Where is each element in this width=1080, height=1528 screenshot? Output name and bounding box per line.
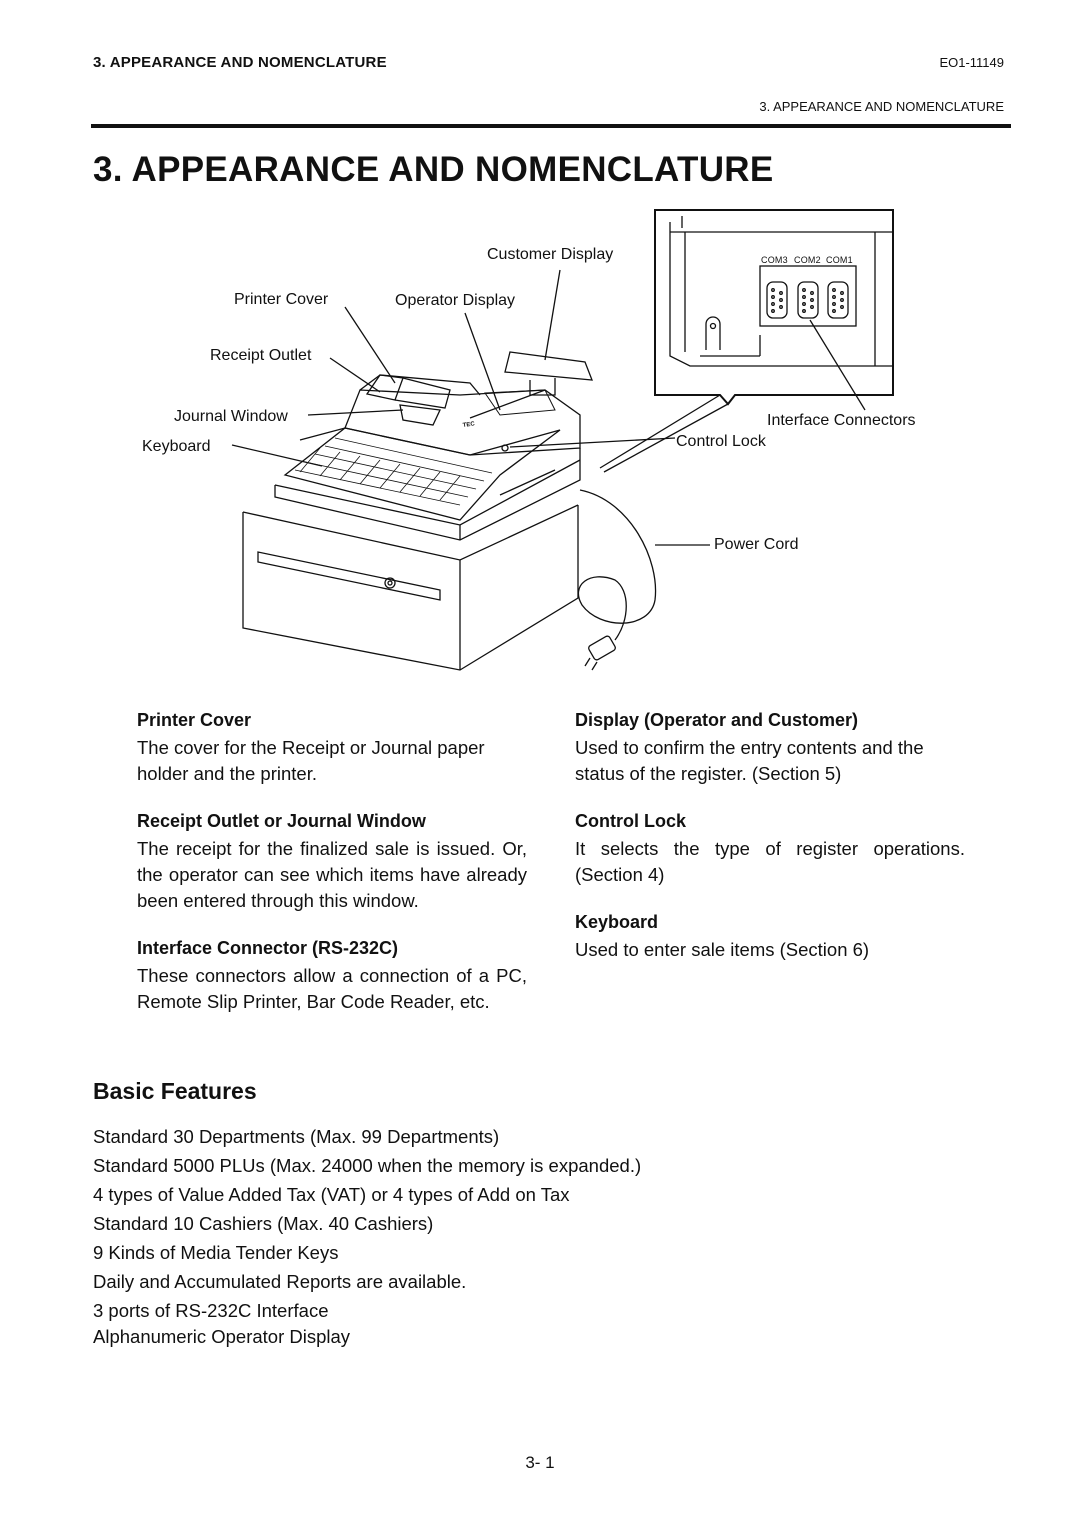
desc-text: Used to enter sale items (Section 6) <box>575 939 870 960</box>
label-customer-display: Customer Display <box>487 246 614 263</box>
desc-text: The receipt for the finalized sale is issued. Or, the operator can see which items have already been entered through this window. <box>137 838 527 911</box>
leader-journal-window <box>308 410 403 415</box>
label-power-cord: Power Cord <box>714 536 799 553</box>
label-journal-window: Journal Window <box>174 408 288 425</box>
page-number: 3- 1 <box>525 1453 555 1472</box>
page-title: 3. APPEARANCE AND NOMENCLATURE <box>93 150 774 189</box>
desc-title: Control Lock <box>575 811 686 831</box>
list-item: Standard 30 Departments (Max. 99 Departments) <box>93 1126 500 1147</box>
cash-register-illustration <box>0 0 1080 700</box>
running-header-subsection: 3. APPEARANCE AND NOMENCLATURE <box>759 99 1004 114</box>
list-item: Alphanumeric Operator Display <box>93 1326 351 1347</box>
desc-display <box>575 710 965 787</box>
inset-housing <box>670 216 893 366</box>
plug <box>585 635 616 670</box>
desc-text: The cover for the Receipt or Journal paper holder and the printer. <box>137 737 485 784</box>
desc-control-lock <box>575 811 965 888</box>
desc-printer-cover <box>137 710 527 787</box>
leader-keyboard <box>232 445 322 466</box>
basic-features-heading: Basic Features <box>93 1078 257 1104</box>
list-item: 3 ports of RS-232C Interface <box>93 1300 329 1321</box>
leader-printer-cover <box>345 307 395 383</box>
desc-text: These connectors allow a connection of a PC, Remote Slip Printer, Bar Code Reader, etc. <box>137 965 527 1012</box>
running-header-section: 3. APPEARANCE AND NOMENCLATURE <box>93 54 387 71</box>
power-cord <box>578 490 655 640</box>
leader-operator-display <box>465 313 500 410</box>
list-item: Daily and Accumulated Reports are available. <box>93 1271 467 1292</box>
leader-control-lock <box>510 438 675 447</box>
keyboard-area <box>285 428 560 520</box>
desc-interface-connector <box>137 938 527 1015</box>
inset-frame <box>655 210 893 404</box>
brand-logo: TEC <box>462 421 476 429</box>
register-body <box>275 375 580 540</box>
list-item: Standard 5000 PLUs (Max. 24000 when the memory is expanded.) <box>93 1155 642 1176</box>
label-com1: COM1 <box>826 255 853 265</box>
label-operator-display: Operator Display <box>395 292 516 309</box>
label-receipt-outlet: Receipt Outlet <box>210 347 312 364</box>
desc-title: Printer Cover <box>137 710 252 730</box>
label-keyboard: Keyboard <box>142 438 211 455</box>
com1-connector <box>828 282 848 318</box>
desc-title: Receipt Outlet or Journal Window <box>137 811 426 831</box>
com3-connector <box>767 282 787 318</box>
list-item: 4 types of Value Added Tax (VAT) or 4 types of Add on Tax <box>93 1184 570 1205</box>
leader-interface-connectors <box>810 320 865 410</box>
desc-keyboard <box>575 912 965 963</box>
desc-text: It selects the type of register operations. (Section 4) <box>575 838 965 885</box>
label-printer-cover: Printer Cover <box>234 291 329 308</box>
cash-drawer <box>243 505 578 670</box>
desc-title: Interface Connector (RS-232C) <box>137 938 399 958</box>
leader-customer-display <box>545 270 560 360</box>
label-control-lock: Control Lock <box>676 433 766 450</box>
desc-text: Used to confirm the entry contents and the status of the register. (Section 5) <box>575 737 924 784</box>
com2-connector <box>798 282 818 318</box>
desc-title: Keyboard <box>575 912 659 932</box>
label-com3: COM3 <box>761 255 788 265</box>
basic-features-list <box>93 1124 641 1353</box>
label-interface-connectors: Interface Connectors <box>767 412 916 429</box>
list-item: Standard 10 Cashiers (Max. 40 Cashiers) <box>93 1213 434 1234</box>
mounting-tab <box>706 317 720 350</box>
desc-receipt-outlet <box>137 811 527 914</box>
label-com2: COM2 <box>794 255 821 265</box>
customer-display-unit <box>505 352 592 395</box>
leader-receipt-outlet <box>330 358 380 392</box>
list-item: 9 Kinds of Media Tender Keys <box>93 1242 339 1263</box>
desc-title: Display (Operator and Customer) <box>575 710 859 730</box>
document-code: EO1-11149 <box>939 55 1004 70</box>
